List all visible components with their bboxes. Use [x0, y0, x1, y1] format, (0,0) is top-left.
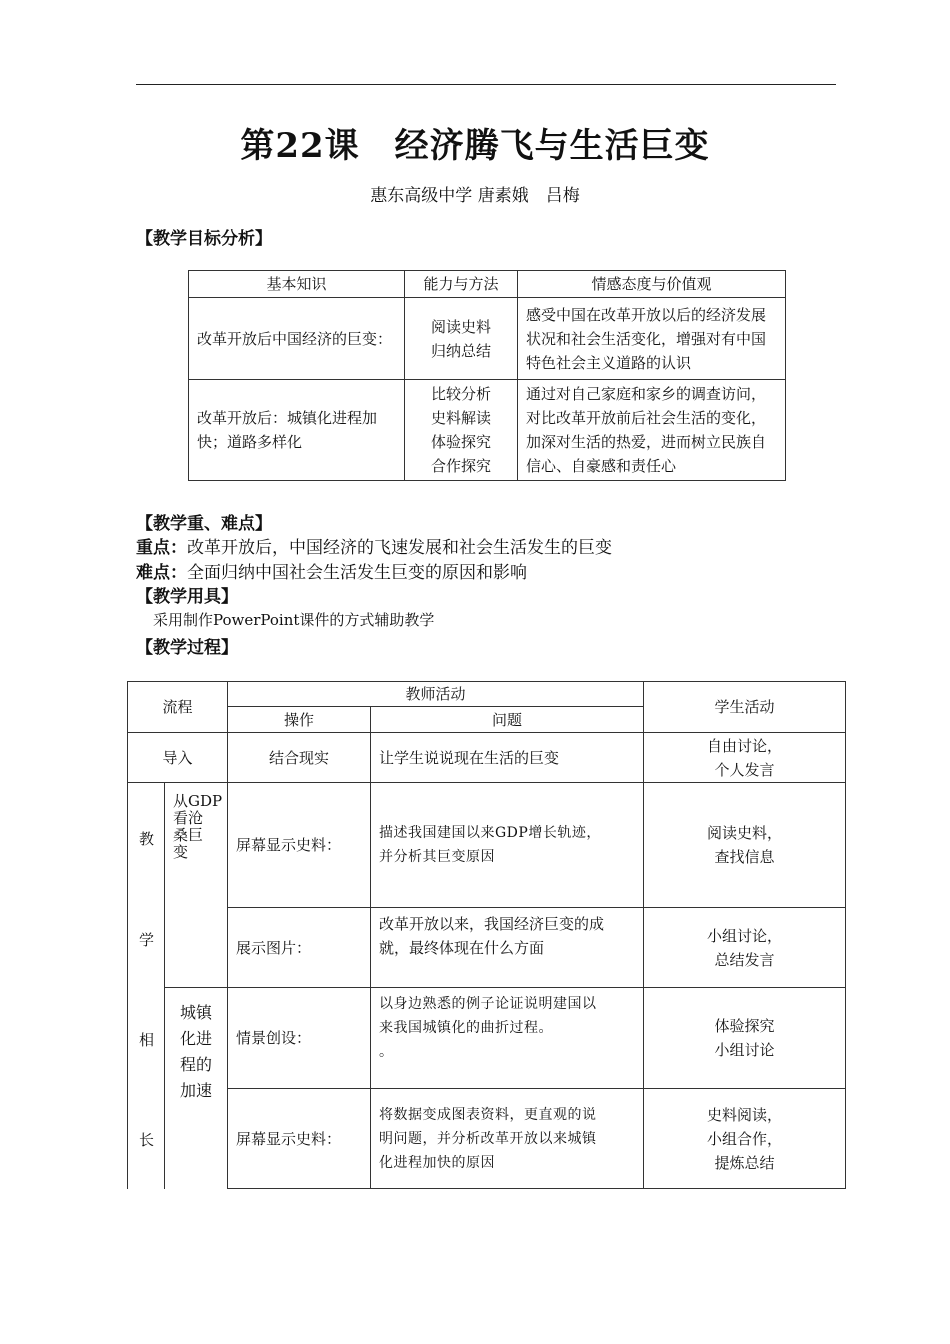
group-label-line: 桑巨 — [173, 826, 204, 844]
key-point-label: 重点： — [136, 538, 187, 558]
header-rule — [136, 84, 836, 85]
group-label — [165, 988, 228, 1189]
process-row — [128, 908, 846, 988]
authors: 惠东高级中学 唐素娥 吕梅 — [370, 186, 580, 206]
col-knowledge: 基本知识 — [189, 271, 405, 298]
section-label — [128, 783, 165, 1189]
objectives-row — [189, 298, 786, 380]
group-label — [165, 783, 228, 988]
question-cell — [371, 1089, 644, 1189]
objectives-header-row — [189, 271, 786, 298]
col-teacher: 教师活动 — [228, 682, 644, 707]
process-row — [128, 783, 846, 908]
student-line: 体验探究 — [714, 1017, 775, 1035]
process-heading: 【教学过程】 — [136, 638, 238, 658]
section-char: 学 — [138, 931, 154, 949]
question-cell — [371, 908, 644, 988]
student-line: 史料阅读， — [706, 1105, 782, 1124]
method-item: 阅读史料 — [430, 317, 491, 336]
intro-question: 让学生说说现在生活的巨变 — [371, 733, 644, 783]
section-char: 相 — [138, 1031, 154, 1049]
method-item: 比较分析 — [430, 385, 491, 403]
question-line: 将数据变成图表资料，更直观的说 — [379, 1106, 597, 1123]
col-student: 学生活动 — [644, 682, 846, 733]
process-header-row — [128, 682, 846, 707]
intro-flow: 导入 — [128, 733, 228, 783]
group-label-line: 程的 — [179, 1055, 212, 1074]
question-line: 化进程加快的原因 — [379, 1154, 495, 1171]
process-row — [128, 1089, 846, 1189]
student-line: 小组讨论 — [714, 1041, 775, 1059]
group-label-line: 看沧 — [173, 809, 204, 827]
group-label-line: 加速 — [179, 1081, 212, 1100]
method-item: 史料解读 — [430, 409, 491, 427]
section-label-stack — [128, 783, 164, 1187]
process-table — [127, 681, 846, 1189]
question-line: 就，最终体现在什么方面 — [379, 939, 545, 957]
question-line: 明问题，并分析改革开放以来城镇 — [379, 1130, 597, 1147]
intro-operation: 结合现实 — [228, 733, 371, 783]
question-line: 描述我国建国以来GDP增长轨迹， — [379, 825, 601, 841]
student-line: 阅读史料， — [706, 824, 782, 842]
method-item: 归纳总结 — [430, 341, 491, 360]
objectives-heading: 【教学目标分析】 — [136, 229, 272, 249]
objectives-row — [189, 380, 786, 481]
student-line: 查找信息 — [714, 848, 775, 866]
question-line: 以身边熟悉的例子论证说明建国以 — [379, 996, 597, 1012]
student-line: 总结发言 — [714, 950, 775, 969]
section-char: 长 — [138, 1131, 154, 1149]
focus-heading: 【教学重、难点】 — [136, 514, 272, 534]
question-line: 改革开放以来，我国经济巨变的成 — [379, 915, 605, 933]
student-line: 小组讨论， — [706, 926, 782, 945]
section-char: 教 — [138, 830, 154, 848]
col-operation: 操作 — [228, 707, 371, 733]
key-point — [136, 533, 612, 558]
intro-student — [644, 733, 846, 783]
difficult-point-text: 全面归纳中国社会生活发生巨变的原因和影响 — [187, 563, 527, 583]
student-line: 个人发言 — [714, 760, 775, 779]
student-line: 小组合作， — [706, 1129, 782, 1148]
col-question: 问题 — [371, 707, 644, 733]
knowledge-cell: 改革开放后中国经济的巨变： — [189, 298, 405, 380]
question-cell — [371, 783, 644, 908]
student-cell — [644, 988, 846, 1089]
operation-cell: 屏幕显示史料： — [228, 1089, 371, 1189]
student-cell — [644, 1089, 846, 1189]
methods-cell — [405, 380, 518, 481]
student-line: 提炼总结 — [714, 1153, 775, 1172]
group-label-line: 化进 — [179, 1029, 212, 1048]
group-label-text — [165, 1000, 227, 1104]
methods-cell — [405, 298, 518, 380]
lesson-title: 第22课 经济腾飞与生活巨变 — [240, 126, 710, 166]
group-label-line: 从GDP — [173, 792, 223, 810]
student-cell — [644, 783, 846, 908]
question-line: 来我国城镇化的曲折过程。 — [379, 1020, 553, 1036]
tools-heading: 【教学用具】 — [136, 587, 238, 607]
objectives-table — [188, 270, 786, 481]
operation-cell: 情景创设： — [228, 988, 371, 1089]
col-values: 情感态度与价值观 — [518, 271, 786, 298]
values-cell: 感受中国在改革开放以后的经济发展状况和社会生活变化，增强对有中国特色社会主义道路的认识 — [518, 298, 786, 380]
group-label-text — [173, 793, 227, 861]
student-line: 自由讨论， — [706, 736, 782, 755]
intro-row — [128, 733, 846, 783]
group-label-line: 城镇 — [179, 1003, 212, 1022]
tools-text: 采用制作PowerPoint课件的方式辅助教学 — [153, 611, 435, 629]
method-item: 合作探究 — [430, 457, 491, 475]
student-cell — [644, 908, 846, 988]
operation-cell: 屏幕显示史料： — [228, 783, 371, 908]
question-cell — [371, 988, 644, 1089]
col-methods: 能力与方法 — [405, 271, 518, 298]
question-line: 并分析其巨变原因 — [379, 849, 495, 865]
values-cell: 通过对自己家庭和家乡的调查访问，对比改革开放前后社会生活的变化，加深对生活的热爱，进而树立民族自信心、自豪感和责任心 — [518, 380, 786, 481]
operation-cell: 展示图片： — [228, 908, 371, 988]
knowledge-cell: 改革开放后：城镇化进程加快；道路多样化 — [189, 380, 405, 481]
group-label-line: 变 — [173, 843, 189, 861]
method-item: 体验探究 — [430, 433, 491, 451]
question-line: 。 — [379, 1044, 394, 1060]
process-row — [128, 988, 846, 1089]
difficult-point-label: 难点： — [136, 563, 187, 583]
col-flow: 流程 — [128, 682, 228, 733]
key-point-text: 改革开放后，中国经济的飞速发展和社会生活发生的巨变 — [187, 538, 612, 558]
difficult-point — [136, 558, 527, 583]
